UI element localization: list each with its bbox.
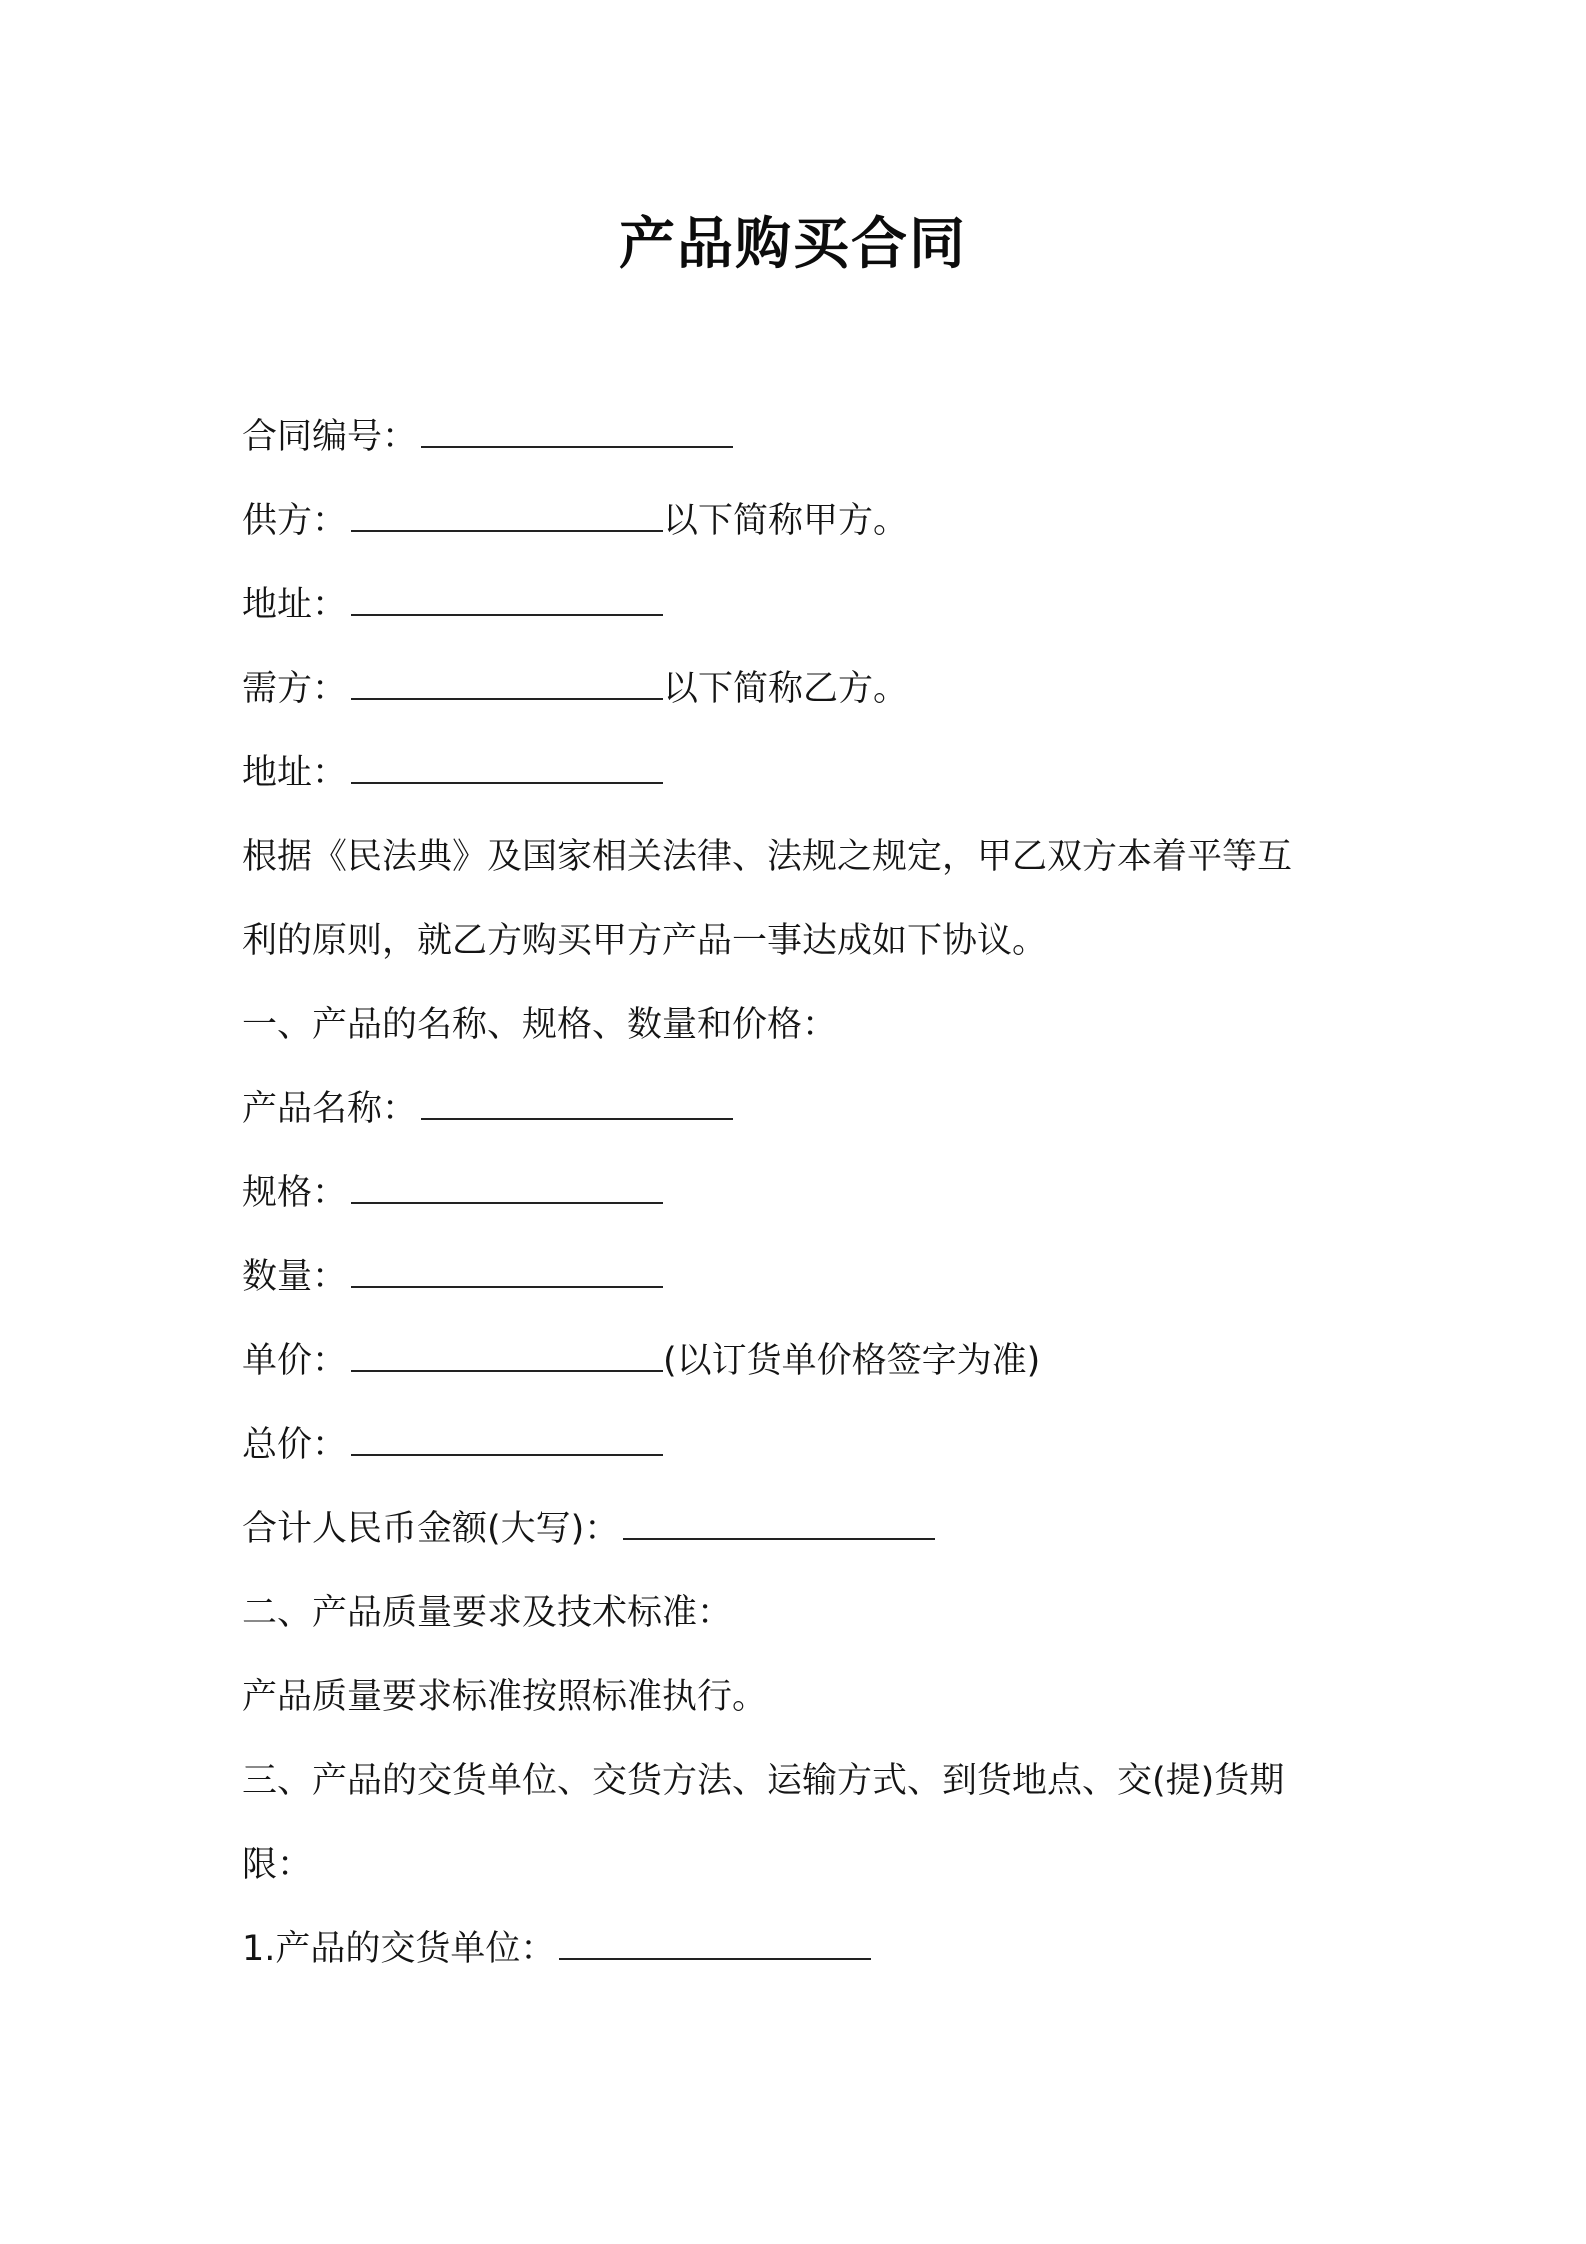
delivery-unit-blank[interactable] (559, 1928, 871, 1960)
preamble-line-2: 利的原则，就乙方购买甲方产品一事达成如下协议。 (242, 921, 1048, 961)
preamble-line-1: 根据《民法典》及国家相关法律、法规之规定，甲乙双方本着平等互 (242, 837, 1293, 877)
section-3-heading-line-1: 三、产品的交货单位、交货方法、运输方式、到货地点、交(提)货期 (242, 1761, 1285, 1801)
supplier-address-blank[interactable] (351, 584, 663, 616)
total-rmb-line (242, 1487, 1362, 1571)
buyer-blank[interactable] (351, 668, 663, 700)
supplier-address-line (242, 563, 1362, 647)
contract-body (242, 395, 1362, 1991)
buyer-suffix: 以下简称乙方。 (663, 669, 909, 709)
product-name-label: 产品名称： (242, 1089, 418, 1129)
delivery-unit-line (242, 1907, 1362, 1991)
unit-price-label: 单价： (242, 1341, 348, 1381)
unit-price-blank[interactable] (351, 1340, 663, 1372)
quantity-line (242, 1235, 1362, 1319)
section-2-heading: 二、产品质量要求及技术标准： (242, 1593, 733, 1633)
spec-blank[interactable] (351, 1172, 663, 1204)
product-name-blank[interactable] (421, 1088, 733, 1120)
total-rmb-blank[interactable] (623, 1508, 935, 1540)
total-rmb-label: 合计人民币金额(大写)： (242, 1509, 620, 1549)
buyer-address-blank[interactable] (351, 752, 663, 784)
product-name-line (242, 1067, 1362, 1151)
supplier-blank[interactable] (351, 500, 663, 532)
contract-number-label: 合同编号： (242, 417, 418, 457)
spec-line (242, 1151, 1362, 1235)
section-3-heading-line-2: 限： (242, 1845, 313, 1885)
contract-number-blank[interactable] (421, 416, 733, 448)
spec-label: 规格： (242, 1173, 348, 1213)
supplier-suffix: 以下简称甲方。 (663, 501, 909, 541)
quantity-label: 数量： (242, 1257, 348, 1297)
buyer-address-line (242, 731, 1362, 815)
contract-number-line (242, 395, 1362, 479)
buyer-line (242, 647, 1362, 731)
unit-price-line (242, 1319, 1362, 1403)
document-title: 产品购买合同 (619, 212, 967, 277)
unit-price-suffix: (以订货单价格签字为准) (663, 1341, 1041, 1381)
buyer-label: 需方： (242, 669, 348, 709)
quantity-blank[interactable] (351, 1256, 663, 1288)
total-price-line (242, 1403, 1362, 1487)
supplier-address-label: 地址： (242, 585, 348, 625)
buyer-address-label: 地址： (242, 753, 348, 793)
supplier-line (242, 479, 1362, 563)
total-price-blank[interactable] (351, 1424, 663, 1456)
section-1-heading: 一、产品的名称、规格、数量和价格： (242, 1005, 838, 1045)
delivery-unit-label: 1.产品的交货单位： (242, 1929, 556, 1969)
quality-text: 产品质量要求标准按照标准执行。 (242, 1677, 768, 1717)
supplier-label: 供方： (242, 501, 348, 541)
total-price-label: 总价： (242, 1425, 348, 1465)
